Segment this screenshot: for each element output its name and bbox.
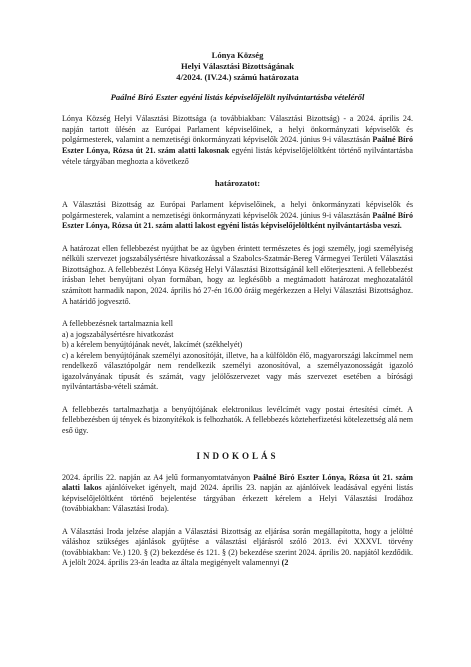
decision-title: határozatot: (214, 178, 261, 189)
intro-text-2: egyéni listás képviselőjelöltként történő nyilvántartásba vétele tárgyában meghozta a következő (62, 146, 414, 166)
decision-paragraph (62, 200, 413, 232)
document-header (62, 50, 413, 82)
intro-text-1: Lónya Község Helyi Választási Bizottsága (a továbbiakban: Választási Bizottság) - a 2024. április 24. napján tartott ülésén az Európai Parlament képviselőinek, a helyi önkormányzati képviselők és polgármesterek, valamint a nemzetiségi önkormányzati képviselők 2024. június 9-i választásán (62, 114, 413, 145)
decision-candidate: Paálné Bíró Eszter Lónya, Rózsa út 21. szám alatti lakost egyéni listás képviselőjelöltként nyilvántartásba veszi. (62, 210, 413, 231)
appeal-paragraph: A határozat ellen fellebbezést nyújthat be az ügyben érintett természetes és jogi személy, jogi személyiség nélküli szervezet jogszabálysértésre hivatkozással a Szabolcs-Szatmár-Bereg Vármegyei Területi Választási Bizottsághoz. A fellebbezést Lónya Község Helyi Választási Bizottságánál kell előterjeszteni. A fellebbezést írásban lehet benyújtani olyan formában, hogy az legkésőbb a megtámadott határozat meghozatalától számított harmadik napon, 2024. április hó 27-én 16.00 óráig megérkezzen a Helyi Választási Bizottsághoz. A határidő jogvesztő. (62, 243, 413, 306)
reasons2-bold: (2 (281, 558, 289, 568)
reasons1-candidate: Paálné Bíró Eszter Lónya, Rózsa út 21. szám alatti lakos (62, 472, 413, 493)
municipality-name: Lónya Község (211, 50, 264, 60)
intro-paragraph (62, 114, 413, 167)
appeal-contents-b: b) a kérelem benyújtójának nevét, lakcímét (székhelyét) (62, 340, 243, 350)
appeal-contents (62, 319, 413, 393)
resolution-number: 4/2024. (IV.24.) számú határozata (176, 71, 299, 82)
reasons2-text: A Választási Iroda jelzése alapján a Választási Bizottság az eljárása során megállapította, hogy a jelöltté váláshoz szükséges ajánlások gyűjtése a választási eljárásról szóló 2013. évi XXXVI. törvény (továbbiakban: Ve.) 120. § (2) bekezdése és 121. § (2) bekezdése szerint 2024. április 20. napjától kezdődik. A jelölt 2024. április 23-án leadta az általa megigényelt valamennyi (62, 526, 413, 568)
reasons-paragraph-2 (62, 527, 413, 569)
reasons1-text-2: ajánlóíveket igényelt, majd 2024. április 23. napján az ajánlóívek leadásával egyéni listás képviselőjelöltként történő bejelentése tárgyában érkezett kérelem a Helyi Választási Irodához (továbbiakban: Választási Iroda). (62, 483, 414, 514)
resolution-subject: Paálné Bíró Eszter egyéni listás képviselőjelölt nyilvántartásba vételéről (110, 92, 365, 103)
committee-name: Helyi Választási Bizottságának (181, 60, 294, 71)
intro-candidate: Paálné Bíró Eszter Lónya, Rózsa út 21. szám alatti lakosnak (62, 135, 413, 156)
decision-text: A Választási Bizottság az Európai Parlament képviselőinek, a helyi önkormányzati képviselők és polgármesterek, valamint a nemzetiségi önkormányzati képviselők 2024. június 9-i választásán (62, 200, 413, 220)
appeal-contents-intro: A fellebbezésnek tartalmaznia kell (62, 319, 174, 329)
appeal-contents-a: a) a jogszabálysértésre hivatkozást (62, 329, 174, 339)
appeal-contents-c: c) a kérelem benyújtójának személyi azonosítóját, illetve, ha a külföldön élő, magyarországi lakcímmel nem rendelkező választópolgár nem rendelkezik személyi azonosítóval, a személyazonosságát igazoló igazolványának típusát és számát, vagy jelölőszervezet vagy más szervezet esetében a bírósági nyilvántartásba-vételi számát. (62, 350, 413, 392)
reasons1-text-1: 2024. április 22. napján az A4 jelű formanyomtatványon (62, 472, 254, 482)
appeal-delivery-paragraph: A fellebbezés tartalmazhatja a benyújtójának elektronikus levélcímét vagy postai értesítési címét. A fellebbezésben új tények és bizonyítékok is felhozhatók. A fellebbezés közteherfizetési kötelezettség alá nem eső ügy. (62, 404, 414, 435)
reasons-paragraph-1 (62, 473, 413, 515)
reasons-title: INDOKOLÁS (196, 450, 279, 461)
